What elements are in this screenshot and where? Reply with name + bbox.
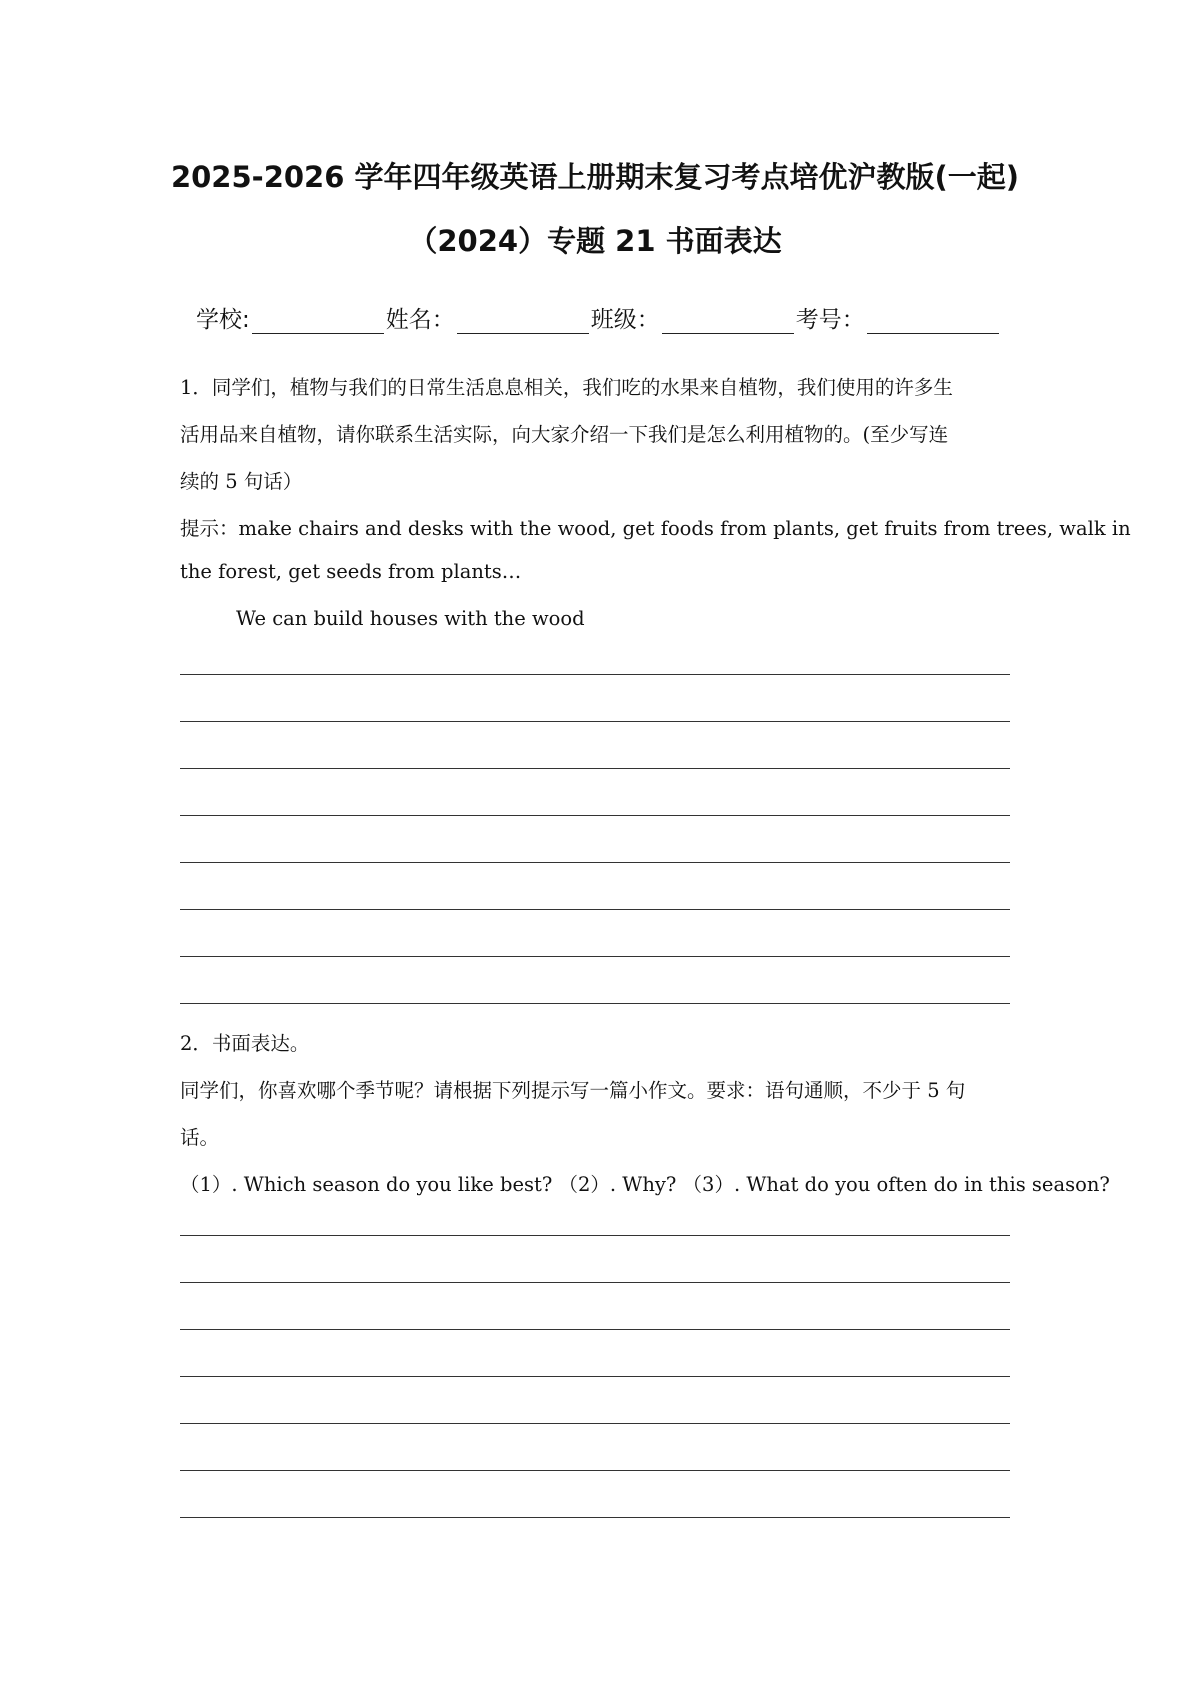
q1-hint-line: the forest, get seeds from plants… (180, 560, 522, 583)
writing-line[interactable] (180, 674, 1010, 675)
q2-text-line: 话。 (180, 1126, 220, 1149)
page-title: 2025-2026 学年四年级英语上册期末复习考点培优沪教版(一起) (170, 160, 1020, 194)
writing-line[interactable] (180, 1235, 1010, 1236)
writing-line[interactable] (180, 1517, 1010, 1518)
name-label: 姓名： (385, 307, 455, 333)
writing-line[interactable] (180, 721, 1010, 722)
q2-heading: 2．书面表达。 (180, 1032, 310, 1055)
writing-line[interactable] (180, 1470, 1010, 1471)
writing-line[interactable] (180, 1423, 1010, 1424)
exam-no-field[interactable] (867, 311, 999, 334)
q2-prompts: （1）. Which season do you like best? （2）. Why? （3）. What do you often do in this season? (180, 1173, 1110, 1196)
q2-text-line: 同学们，你喜欢哪个季节呢？请根据下列提示写一篇小作文。要求：语句通顺，不少于 5 句 (180, 1079, 966, 1102)
writing-line[interactable] (180, 1282, 1010, 1283)
school-label: 学校: (196, 307, 250, 333)
writing-line[interactable] (180, 1329, 1010, 1330)
page-subtitle: （2024）专题 21 书面表达 (408, 224, 782, 258)
school-field[interactable] (252, 311, 384, 334)
q1-text-line: 1．同学们，植物与我们的日常生活息息相关，我们吃的水果来自植物，我们使用的许多生 (180, 376, 953, 399)
exam-no-label: 考号： (795, 307, 865, 333)
writing-line[interactable] (180, 815, 1010, 816)
writing-line[interactable] (180, 1376, 1010, 1377)
writing-line[interactable] (180, 909, 1010, 910)
writing-line[interactable] (180, 768, 1010, 769)
writing-line[interactable] (180, 1003, 1010, 1004)
q1-starter-sentence: We can build houses with the wood (236, 607, 585, 630)
q1-hint-line: 提示：make chairs and desks with the wood, get foods from plants, get fruits from trees, walk in (180, 517, 1131, 540)
class-label: 班级： (590, 307, 660, 333)
q1-text-line: 活用品来自植物，请你联系生活实际，向大家介绍一下我们是怎么利用植物的。(至少写连 (180, 423, 949, 446)
student-info-row (196, 301, 1001, 334)
q1-text-line: 续的 5 句话） (180, 470, 303, 493)
writing-line[interactable] (180, 956, 1010, 957)
name-field[interactable] (457, 311, 589, 334)
writing-line[interactable] (180, 862, 1010, 863)
class-field[interactable] (662, 311, 794, 334)
